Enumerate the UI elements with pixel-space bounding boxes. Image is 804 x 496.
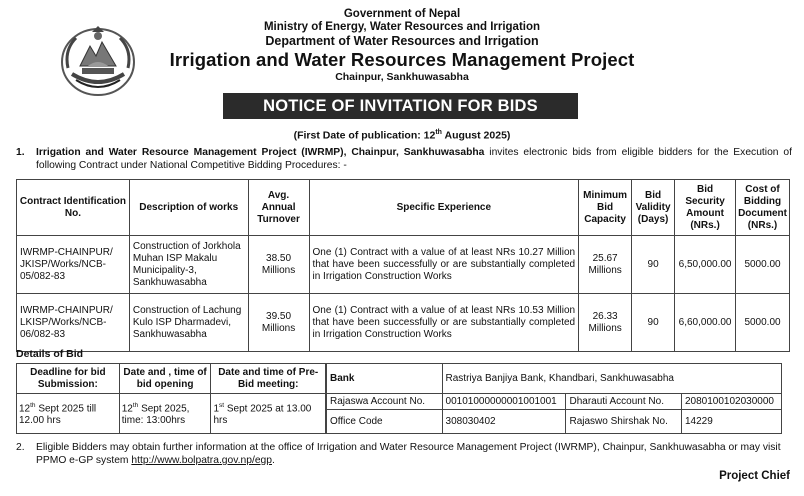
- col-validity: Bid Validity (Days): [632, 180, 675, 236]
- office-code-label: Office Code: [327, 410, 443, 434]
- description-cell: Construction of Lachung Kulo ISP Dharmadevi, Sankhuwasabha: [129, 294, 248, 352]
- bid-dates-row: [17, 394, 326, 434]
- contract-table: [16, 179, 790, 352]
- col-turnover: Avg. Annual Turnover: [248, 180, 309, 236]
- description-cell: Construction of Jorkhola Muhan ISP Makalu Municipality-3, Sankhuwasabha: [129, 236, 248, 294]
- project-location: Chainpur, Sankhuwasabha: [335, 71, 469, 83]
- government-name: Government of Nepal: [343, 8, 461, 20]
- rajaswa-label: Rajaswa Account No.: [327, 394, 443, 410]
- letterhead: [0, 8, 804, 83]
- col-capacity: Minimum Bid Capacity: [579, 180, 632, 236]
- turnover-cell: 38.50 Millions: [248, 236, 309, 294]
- deadline-cell: 12th Sept 2025 till 12.00 hrs: [17, 394, 120, 434]
- shirshak-label: Rajaswo Shirshak No.: [566, 410, 682, 434]
- shirshak-value: 14229: [682, 410, 782, 434]
- notice-title: NOTICE OF INVITATION FOR BIDS: [223, 93, 578, 119]
- validity-cell: 90: [632, 294, 675, 352]
- col-deadline: Deadline for bid Submission:: [17, 364, 120, 394]
- bank-name: Rastriya Banjiya Bank, Khandbari, Sankhuwasabha: [442, 364, 781, 394]
- office-row: [327, 410, 782, 434]
- col-experience: Specific Experience: [309, 180, 579, 236]
- capacity-cell: 25.67 Millions: [579, 236, 632, 294]
- col-contract-id: Contract Identification No.: [17, 180, 130, 236]
- office-code-value: 308030402: [442, 410, 566, 434]
- paragraph-number: 2.: [16, 442, 25, 453]
- col-security: Bid Security Amount (NRs.): [675, 180, 736, 236]
- dharauti-label: Dharauti Account No.: [566, 394, 682, 410]
- table-header-row: [17, 180, 790, 236]
- department-name: Department of Water Resources and Irrigation: [265, 34, 539, 48]
- bank-label: Bank: [327, 364, 443, 394]
- experience-cell: One (1) Contract with a value of at least NRs 10.53 Million that have been successfully or are substantially completed in Irrigation Construction Works: [309, 294, 579, 352]
- col-cost: Cost of Bidding Document (NRs.): [736, 180, 790, 236]
- ministry-name: Ministry of Energy, Water Resources and Irrigation: [263, 21, 541, 33]
- cost-cell: 5000.00: [736, 236, 790, 294]
- rajaswa-value: 00101000000001001001: [442, 394, 566, 410]
- security-cell: 6,60,000.00: [675, 294, 736, 352]
- cost-cell: 5000.00: [736, 294, 790, 352]
- experience-cell: One (1) Contract with a value of at least NRs 10.27 Million that have been successfully or are substantially completed in Irrigation Construction Works: [309, 236, 579, 294]
- contract-id-cell: IWRMP-CHAINPUR/ LKISP/Works/NCB-06/082-83: [17, 294, 130, 352]
- paragraph-2: 2. Eligible Bidders may obtain further information at the office of Irrigation and Water Resource Management Project (IWRMP), Chainpur, Sankhuwasabha or may visit PPMO e-GP system http://www.bolpatra.gov.np/egp.: [16, 442, 781, 466]
- table-row: [17, 294, 790, 352]
- prebid-cell: 1st Sept 2025 at 13.00 hrs: [211, 394, 326, 434]
- col-prebid: Date and time of Pre-Bid meeting:: [211, 364, 326, 394]
- paragraph-1: [16, 146, 792, 172]
- bid-dates-header-row: [17, 364, 326, 394]
- validity-cell: 90: [632, 236, 675, 294]
- bank-details-table: [326, 363, 782, 434]
- paragraph-number: 1.: [16, 147, 25, 158]
- col-opening: Date and , time of bid opening: [119, 364, 211, 394]
- col-description: Description of works: [129, 180, 248, 236]
- egp-link[interactable]: http://www.bolpatra.gov.np/egp: [131, 455, 272, 466]
- bank-row: [327, 364, 782, 394]
- details-of-bid-title: Details of Bid: [16, 348, 84, 360]
- paragraph-2-text: Eligible Bidders may obtain further information at the office of Irrigation and Water Resource Management Project (IWRMP), Chainpur, Sankhuwasabha or may visit PPMO e-GP system: [36, 442, 781, 466]
- account-row: [327, 394, 782, 410]
- capacity-cell: 26.33 Millions: [579, 294, 632, 352]
- contract-id-cell: IWRMP-CHAINPUR/ JKISP/Works/NCB-05/082-83: [17, 236, 130, 294]
- publication-date: (First Date of publication: 12th August 2025): [293, 129, 511, 142]
- dharauti-value: 2080100102030000: [682, 394, 782, 410]
- security-cell: 6,50,000.00: [675, 236, 736, 294]
- project-name: Irrigation and Water Resources Management Project: [169, 49, 635, 70]
- turnover-cell: 39.50 Millions: [248, 294, 309, 352]
- table-row: [17, 236, 790, 294]
- paragraph-1-text: invites electronic bids from eligible bidders for the Execution of following Contract under National Competitive Bidding Procedures: -: [36, 147, 793, 171]
- opening-cell: 12th Sept 2025, time: 13:00hrs: [119, 394, 211, 434]
- issuer-name: Irrigation and Water Resource Management Project (IWRMP), Chainpur, Sankhuwasabha: [36, 147, 485, 158]
- signature-title: Project Chief: [719, 470, 790, 482]
- bid-dates-table: [16, 363, 326, 434]
